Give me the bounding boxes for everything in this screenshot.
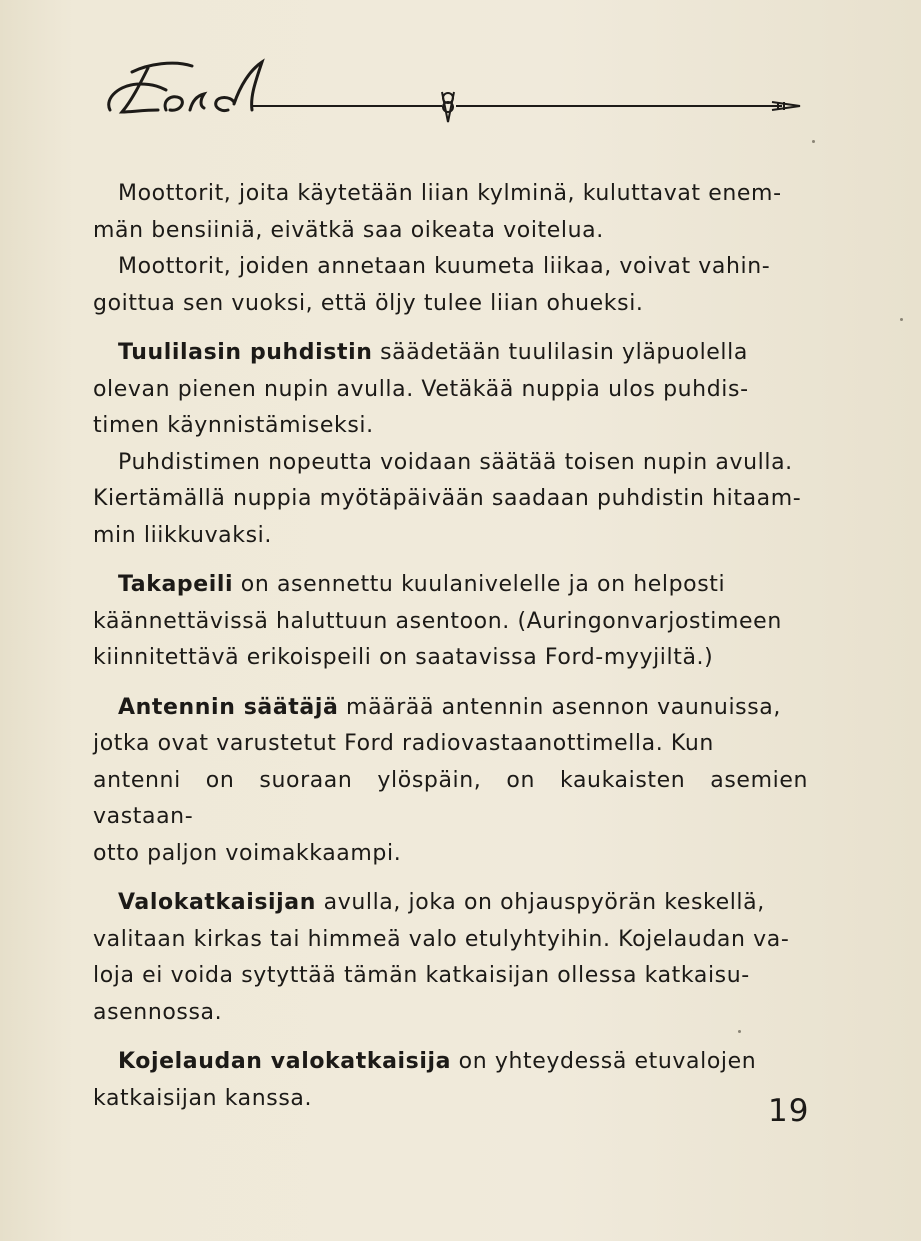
text-line: Moottorit, joita käytetään liian kylminä, kuluttavat enem-: [118, 181, 782, 206]
text-line: goittua sen vuoksi, että öljy tulee liian ohueksi.: [93, 290, 644, 316]
text-line: män bensiiniä, eivätkä saa oikeata voitelua.: [93, 217, 604, 243]
text-line: min liikkuvaksi.: [93, 522, 272, 548]
speck: [900, 318, 903, 321]
text-line: jotka ovat varustetut Ford radiovastaanottimella. Kun: [93, 731, 714, 756]
paragraph-hot-engines: [93, 249, 808, 322]
paragraph-cold-engines: [93, 176, 808, 249]
page-number: 19: [768, 1093, 810, 1129]
text-line: asennossa.: [93, 999, 223, 1025]
paragraph-light-switch: [93, 885, 808, 1031]
bold-term: Antennin säätäjä: [118, 694, 339, 720]
bold-term: Tuulilasin puhdistin: [118, 340, 373, 365]
v8-emblem-icon: [442, 92, 454, 122]
paragraph-rear-mirror: [93, 567, 808, 677]
text-line: valitaan kirkas tai himmeä valo etulyhtyihin. Kojelaudan va-: [93, 926, 790, 952]
speck: [738, 1030, 741, 1033]
text-line: avulla, joka on ohjauspyörän keskellä,: [316, 890, 765, 915]
bold-term: Takapeili: [118, 572, 234, 597]
text-line: olevan pienen nupin avulla. Vetäkää nuppia ulos puhdis-: [93, 376, 749, 402]
text-line: loja ei voida sytyttää tämän katkaisijan ollessa katkaisu-: [93, 963, 750, 988]
paragraph-wiper-speed: [93, 445, 808, 555]
text-line: on yhteydessä etuvalojen: [451, 1049, 757, 1074]
text-line: katkaisijan kanssa.: [93, 1085, 313, 1111]
bold-term: Kojelaudan valokatkaisija: [118, 1049, 452, 1074]
text-line: kiinnitettävä erikoispeili on saatavissa Ford-myyjiltä.): [93, 645, 714, 670]
header-ornament: [100, 50, 810, 130]
paragraph-antenna: [93, 690, 808, 873]
speck: [812, 140, 815, 143]
text-line: Moottorit, joiden annetaan kuumeta liikaa, voivat vahin-: [118, 254, 771, 279]
text-line: säädetään tuulilasin yläpuolella: [372, 340, 748, 365]
text-line: timen käynnistämiseksi.: [93, 413, 374, 438]
text-line: käännettävissä haluttuun asentoon. (Auringonvarjostimeen: [93, 608, 782, 634]
paragraph-windshield-wiper: [93, 335, 808, 445]
text-line: määrää antennin asennon vaunuissa,: [338, 694, 781, 720]
text-line: otto paljon voimakkaampi.: [93, 840, 402, 866]
text-line: on asennettu kuulanivelelle ja on helposti: [233, 572, 726, 597]
body-text: [93, 176, 808, 1117]
text-line: Kiertämällä nuppia myötäpäivään saadaan puhdistin hitaam-: [93, 486, 802, 511]
bold-term: Valokatkaisijan: [118, 890, 317, 915]
text-line: Puhdistimen nopeutta voidaan säätää toisen nupin avulla.: [118, 449, 793, 475]
text-line: antenni on suoraan ylöspäin, on kaukaisten asemien vastaan-: [93, 767, 808, 829]
ford-logo-icon: [100, 50, 810, 130]
paragraph-dash-light-switch: [93, 1044, 808, 1117]
